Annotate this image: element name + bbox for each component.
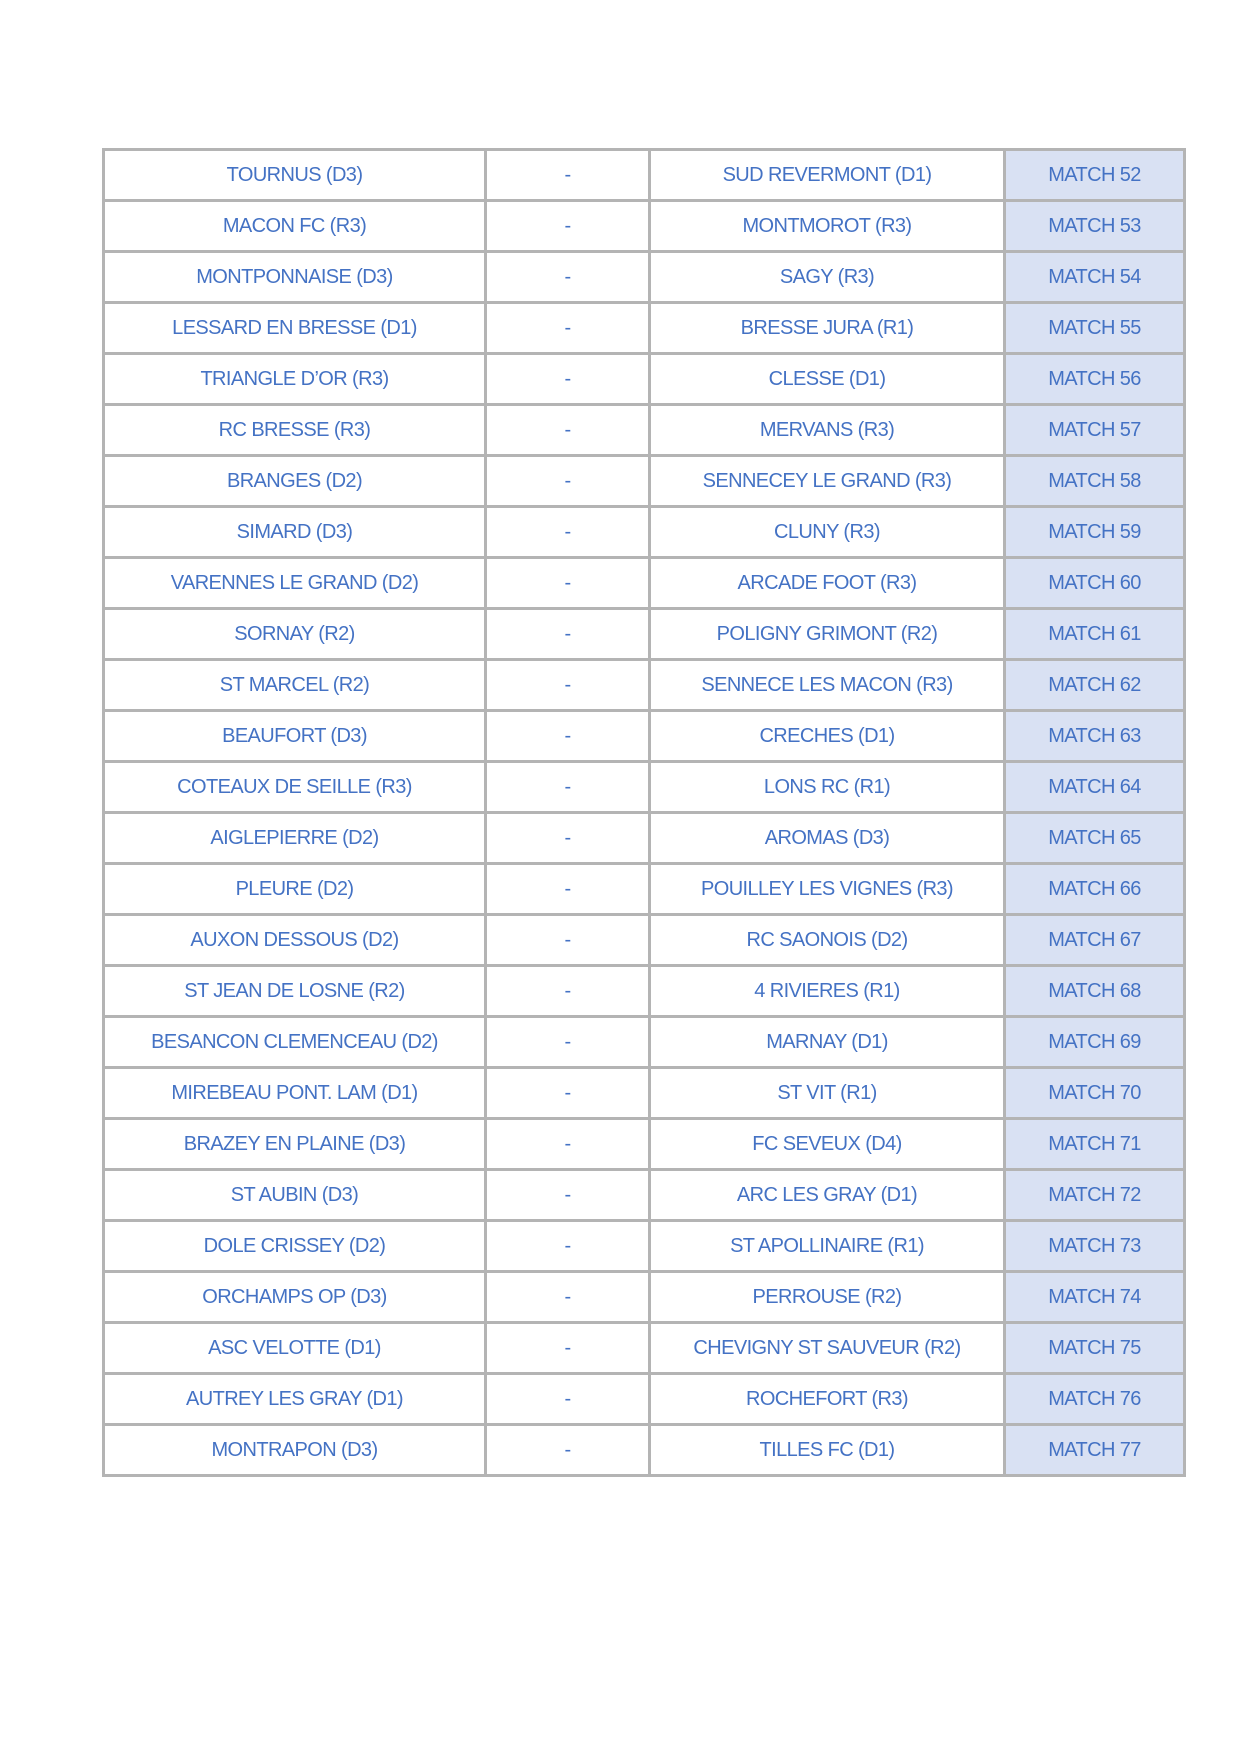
away-team-cell: POUILLEY LES VIGNES (R3) — [650, 864, 1005, 915]
table-row — [104, 252, 1185, 303]
table-row — [104, 915, 1185, 966]
table-row — [104, 150, 1185, 201]
versus-separator: - — [486, 1170, 650, 1221]
versus-separator: - — [486, 252, 650, 303]
home-team-cell: ST MARCEL (R2) — [104, 660, 486, 711]
versus-separator: - — [486, 507, 650, 558]
away-team-cell: CLUNY (R3) — [650, 507, 1005, 558]
versus-separator: - — [486, 1221, 650, 1272]
versus-separator: - — [486, 1017, 650, 1068]
versus-separator: - — [486, 711, 650, 762]
home-team-cell: SIMARD (D3) — [104, 507, 486, 558]
away-team-cell: MARNAY (D1) — [650, 1017, 1005, 1068]
table-row — [104, 660, 1185, 711]
versus-separator: - — [486, 150, 650, 201]
match-number-cell: MATCH 74 — [1005, 1272, 1185, 1323]
away-team-cell: AROMAS (D3) — [650, 813, 1005, 864]
away-team-cell: LONS RC (R1) — [650, 762, 1005, 813]
away-team-cell: TILLES FC (D1) — [650, 1425, 1005, 1476]
versus-separator: - — [486, 1374, 650, 1425]
match-number-cell: MATCH 70 — [1005, 1068, 1185, 1119]
match-number-cell: MATCH 76 — [1005, 1374, 1185, 1425]
away-team-cell: POLIGNY GRIMONT (R2) — [650, 609, 1005, 660]
versus-separator: - — [486, 354, 650, 405]
versus-separator: - — [486, 1323, 650, 1374]
away-team-cell: ST VIT (R1) — [650, 1068, 1005, 1119]
table-row — [104, 507, 1185, 558]
home-team-cell: SORNAY (R2) — [104, 609, 486, 660]
versus-separator: - — [486, 1119, 650, 1170]
match-number-cell: MATCH 62 — [1005, 660, 1185, 711]
away-team-cell: PERROUSE (R2) — [650, 1272, 1005, 1323]
home-team-cell: ORCHAMPS OP (D3) — [104, 1272, 486, 1323]
away-team-cell: CLESSE (D1) — [650, 354, 1005, 405]
match-number-cell: MATCH 73 — [1005, 1221, 1185, 1272]
home-team-cell: BESANCON CLEMENCEAU (D2) — [104, 1017, 486, 1068]
table-row — [104, 966, 1185, 1017]
home-team-cell: TRIANGLE D’OR (R3) — [104, 354, 486, 405]
away-team-cell: MONTMOROT (R3) — [650, 201, 1005, 252]
match-number-cell: MATCH 53 — [1005, 201, 1185, 252]
table-row — [104, 813, 1185, 864]
table-row — [104, 1272, 1185, 1323]
away-team-cell: SENNECEY LE GRAND (R3) — [650, 456, 1005, 507]
versus-separator: - — [486, 813, 650, 864]
home-team-cell: AUXON DESSOUS (D2) — [104, 915, 486, 966]
home-team-cell: BRANGES (D2) — [104, 456, 486, 507]
table-row — [104, 1221, 1185, 1272]
away-team-cell: 4 RIVIERES (R1) — [650, 966, 1005, 1017]
away-team-cell: ARC LES GRAY (D1) — [650, 1170, 1005, 1221]
table-row — [104, 405, 1185, 456]
match-number-cell: MATCH 54 — [1005, 252, 1185, 303]
home-team-cell: MONTPONNAISE (D3) — [104, 252, 486, 303]
home-team-cell: MONTRAPON (D3) — [104, 1425, 486, 1476]
fixtures-body — [104, 150, 1185, 1476]
match-number-cell: MATCH 67 — [1005, 915, 1185, 966]
table-row — [104, 1017, 1185, 1068]
table-row — [104, 558, 1185, 609]
home-team-cell: TOURNUS (D3) — [104, 150, 486, 201]
match-number-cell: MATCH 56 — [1005, 354, 1185, 405]
away-team-cell: MERVANS (R3) — [650, 405, 1005, 456]
versus-separator: - — [486, 456, 650, 507]
table-row — [104, 1170, 1185, 1221]
versus-separator: - — [486, 864, 650, 915]
match-number-cell: MATCH 58 — [1005, 456, 1185, 507]
home-team-cell: BEAUFORT (D3) — [104, 711, 486, 762]
home-team-cell: ST AUBIN (D3) — [104, 1170, 486, 1221]
table-row — [104, 1425, 1185, 1476]
home-team-cell: PLEURE (D2) — [104, 864, 486, 915]
versus-separator: - — [486, 1068, 650, 1119]
home-team-cell: AIGLEPIERRE (D2) — [104, 813, 486, 864]
away-team-cell: ARCADE FOOT (R3) — [650, 558, 1005, 609]
away-team-cell: SENNECE LES MACON (R3) — [650, 660, 1005, 711]
versus-separator: - — [486, 609, 650, 660]
away-team-cell: CHEVIGNY ST SAUVEUR (R2) — [650, 1323, 1005, 1374]
away-team-cell: ROCHEFORT (R3) — [650, 1374, 1005, 1425]
away-team-cell: SAGY (R3) — [650, 252, 1005, 303]
match-number-cell: MATCH 60 — [1005, 558, 1185, 609]
match-number-cell: MATCH 66 — [1005, 864, 1185, 915]
table-row — [104, 711, 1185, 762]
match-number-cell: MATCH 77 — [1005, 1425, 1185, 1476]
table-row — [104, 762, 1185, 813]
home-team-cell: ST JEAN DE LOSNE (R2) — [104, 966, 486, 1017]
versus-separator: - — [486, 201, 650, 252]
match-number-cell: MATCH 69 — [1005, 1017, 1185, 1068]
home-team-cell: MIREBEAU PONT. LAM (D1) — [104, 1068, 486, 1119]
versus-separator: - — [486, 762, 650, 813]
match-number-cell: MATCH 68 — [1005, 966, 1185, 1017]
versus-separator: - — [486, 405, 650, 456]
home-team-cell: ASC VELOTTE (D1) — [104, 1323, 486, 1374]
away-team-cell: RC SAONOIS (D2) — [650, 915, 1005, 966]
table-row — [104, 1119, 1185, 1170]
match-number-cell: MATCH 61 — [1005, 609, 1185, 660]
away-team-cell: ST APOLLINAIRE (R1) — [650, 1221, 1005, 1272]
home-team-cell: LESSARD EN BRESSE (D1) — [104, 303, 486, 354]
versus-separator: - — [486, 660, 650, 711]
table-row — [104, 303, 1185, 354]
match-number-cell: MATCH 72 — [1005, 1170, 1185, 1221]
away-team-cell: BRESSE JURA (R1) — [650, 303, 1005, 354]
home-team-cell: BRAZEY EN PLAINE (D3) — [104, 1119, 486, 1170]
away-team-cell: FC SEVEUX (D4) — [650, 1119, 1005, 1170]
match-number-cell: MATCH 75 — [1005, 1323, 1185, 1374]
home-team-cell: VARENNES LE GRAND (D2) — [104, 558, 486, 609]
match-number-cell: MATCH 71 — [1005, 1119, 1185, 1170]
match-number-cell: MATCH 63 — [1005, 711, 1185, 762]
match-number-cell: MATCH 55 — [1005, 303, 1185, 354]
versus-separator: - — [486, 1425, 650, 1476]
table-row — [104, 1374, 1185, 1425]
match-number-cell: MATCH 64 — [1005, 762, 1185, 813]
match-number-cell: MATCH 59 — [1005, 507, 1185, 558]
table-row — [104, 354, 1185, 405]
home-team-cell: MACON FC (R3) — [104, 201, 486, 252]
table-row — [104, 456, 1185, 507]
versus-separator: - — [486, 966, 650, 1017]
table-row — [104, 201, 1185, 252]
match-number-cell: MATCH 57 — [1005, 405, 1185, 456]
table-row — [104, 864, 1185, 915]
away-team-cell: SUD REVERMONT (D1) — [650, 150, 1005, 201]
home-team-cell: COTEAUX DE SEILLE (R3) — [104, 762, 486, 813]
table-row — [104, 1323, 1185, 1374]
fixtures-table — [102, 148, 1186, 1477]
versus-separator: - — [486, 558, 650, 609]
match-number-cell: MATCH 52 — [1005, 150, 1185, 201]
table-row — [104, 1068, 1185, 1119]
home-team-cell: RC BRESSE (R3) — [104, 405, 486, 456]
versus-separator: - — [486, 303, 650, 354]
match-number-cell: MATCH 65 — [1005, 813, 1185, 864]
away-team-cell: CRECHES (D1) — [650, 711, 1005, 762]
table-row — [104, 609, 1185, 660]
home-team-cell: DOLE CRISSEY (D2) — [104, 1221, 486, 1272]
versus-separator: - — [486, 915, 650, 966]
home-team-cell: AUTREY LES GRAY (D1) — [104, 1374, 486, 1425]
versus-separator: - — [486, 1272, 650, 1323]
